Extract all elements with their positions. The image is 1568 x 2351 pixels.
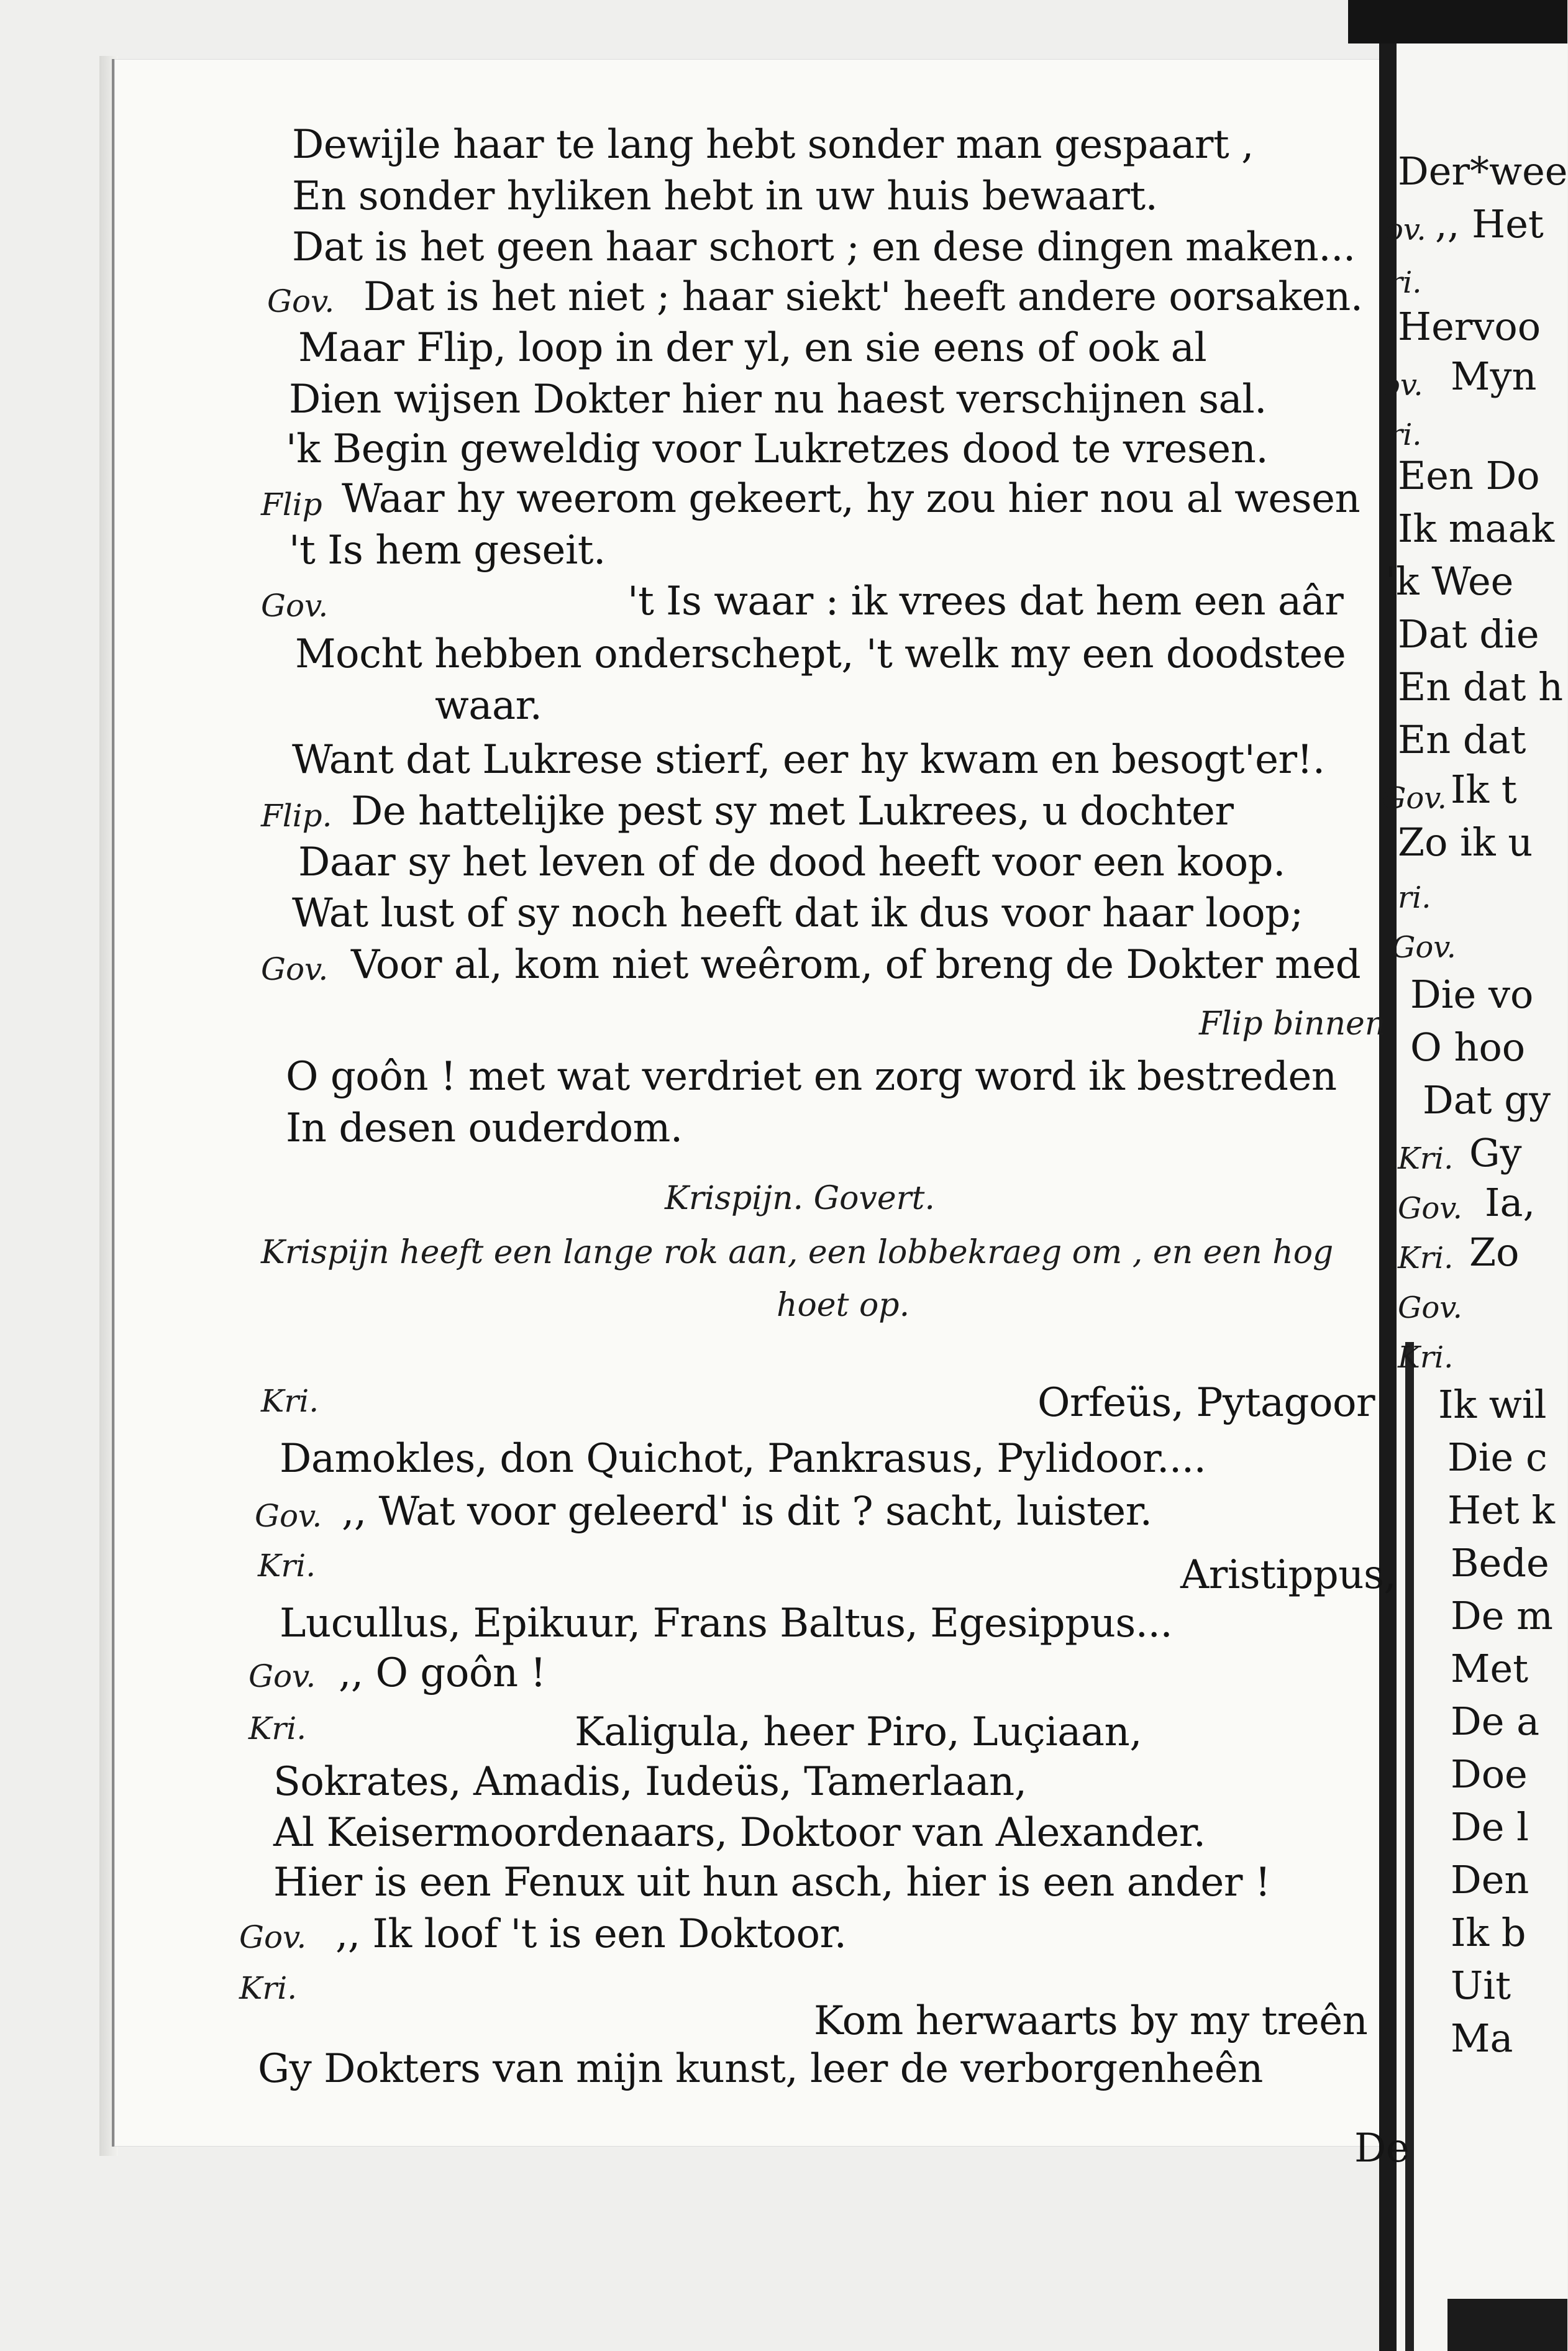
text-line: Kaligula, heer Piro, Luçiaan,	[575, 1709, 1142, 1755]
text-line: Met	[1451, 1646, 1529, 1691]
text-line: En sonder hyliken hebt in uw huis bewaart.	[292, 173, 1158, 219]
text-line: Al Keisermoordenaars, Doktoor van Alexander.	[273, 1810, 1206, 1856]
text-line: Gy Dokters van mijn kunst, leer de verborgenheên	[258, 2046, 1263, 2092]
text-line: Gy	[1469, 1130, 1522, 1176]
text-line: Het k	[1447, 1487, 1555, 1533]
text-line: Lucullus, Epikuur, Frans Baltus, Egesippus...	[280, 1600, 1173, 1646]
speaker-label: Gov.	[1392, 930, 1456, 965]
text-line: Hervoo	[1398, 304, 1541, 349]
text-line: Ik wil	[1438, 1382, 1547, 1427]
text-line: Dien wijsen Dokter hier nu haest verschijnen sal.	[289, 377, 1267, 422]
speaker-label: Kri.	[248, 1710, 307, 1746]
text-line: Myn	[1451, 354, 1537, 399]
text-line: De l	[1451, 1804, 1529, 1850]
speaker-label: Kri.	[261, 1383, 319, 1419]
speaker-label: Gov.	[255, 1498, 322, 1534]
text-line: Die vo	[1410, 972, 1534, 1017]
top-edge-shadow	[1348, 0, 1567, 43]
text-line: Ia,	[1485, 1180, 1536, 1225]
text-line: Ma	[1451, 2015, 1513, 2061]
text-line: Dewijle haar te lang hebt sonder man gespaart ,	[292, 122, 1254, 168]
speaker-label: Gov.	[1382, 781, 1447, 816]
text-line: 'k Wee	[1385, 559, 1514, 604]
text-line: Wat lust of sy noch heeft dat ik dus voor haar loop;	[292, 890, 1303, 936]
scene-heading: Krispijn. Govert.	[665, 1180, 935, 1217]
text-line: 'k Begin geweldig voor Lukretzes dood te vresen.	[286, 426, 1269, 472]
text-line: Die c	[1447, 1435, 1547, 1480]
stage-direction-exit: Flip binnen	[1199, 1005, 1386, 1043]
text-line: Dat is het geen haar schort ; en dese dingen maken...	[292, 224, 1356, 270]
text-line: ,, Het	[1435, 201, 1544, 247]
speaker-label: ri.	[1398, 880, 1431, 915]
speaker-label: Gov.	[1398, 1290, 1462, 1325]
stage-direction: Krispijn heeft een lange rok aan, een lobbekraeg om , en een hog	[261, 1234, 1334, 1271]
text-line: Aristippus,	[1180, 1552, 1397, 1598]
text-line: ,, Wat voor geleerd' is dit ? sacht, luister.	[342, 1489, 1152, 1535]
text-line: En dat	[1398, 717, 1526, 762]
stage-direction: hoet op.	[777, 1287, 910, 1324]
speaker-label: Gov.	[239, 1919, 307, 1955]
speaker-label: Flip.	[261, 798, 332, 834]
speaker-label: ri.	[1388, 265, 1422, 300]
text-line: Orfeüs, Pytagoor	[1037, 1380, 1375, 1426]
text-line: waar.	[435, 683, 542, 729]
text-line: Zo	[1469, 1230, 1520, 1275]
speaker-label: ov.	[1382, 368, 1423, 403]
text-line: O goôn ! met wat verdriet en zorg word ik bestreden	[286, 1054, 1337, 1100]
speaker-label: Gov.	[248, 1658, 316, 1694]
speaker-label: Gov.	[1398, 1191, 1462, 1226]
text-line: Mocht hebben onderschept, 't welk my een doodstee	[295, 631, 1346, 677]
text-line: Dat gy	[1423, 1077, 1551, 1123]
text-line: Want dat Lukrese stierf, eer hy kwam en besogt'er!.	[292, 737, 1325, 783]
text-line: En dat h	[1398, 664, 1564, 710]
text-line: 't Is hem geseit.	[289, 527, 606, 573]
text-line: ,, Ik loof 't is een Doktoor.	[335, 1911, 847, 1957]
text-line: Ik maak	[1398, 506, 1555, 551]
text-line: De m	[1451, 1593, 1553, 1638]
text-line: Ik t	[1451, 767, 1517, 812]
speaker-label: Kri.	[1398, 1141, 1454, 1176]
text-line: In desen ouderdom.	[286, 1105, 683, 1151]
text-line: Bede	[1451, 1540, 1549, 1586]
speaker-label: Kri.	[1398, 1340, 1454, 1375]
text-line: Dat is het niet ; haar siekt' heeft andere oorsaken.	[363, 274, 1363, 320]
text-line: Een Do	[1398, 453, 1540, 498]
speaker-label: Kri.	[239, 1970, 298, 2006]
speaker-label: Kri.	[258, 1548, 316, 1584]
text-line: Sokrates, Amadis, Iudeüs, Tamerlaan,	[273, 1759, 1027, 1805]
text-line: Damokles, don Quichot, Pankrasus, Pylidoor....	[280, 1436, 1206, 1482]
text-line: Zo ik u	[1398, 819, 1533, 865]
text-line: Der*wee	[1398, 148, 1568, 194]
text-line: O hoo	[1410, 1025, 1526, 1070]
catchword: De	[1354, 2125, 1410, 2171]
text-line: De a	[1451, 1699, 1540, 1744]
text-line: Hier is een Fenux uit hun asch, hier is een ander !	[273, 1860, 1271, 1906]
text-line: Uit	[1451, 1963, 1511, 2008]
text-line: Voor al, kom niet weêrom, of breng de Dokter med	[351, 942, 1361, 988]
facing-page-text	[1382, 43, 1568, 2351]
text-line: Doe	[1451, 1751, 1528, 1797]
text-line: De hattelijke pest sy met Lukrees, u dochter	[351, 788, 1234, 834]
speaker-label: Flip	[261, 486, 322, 523]
speaker-label: Gov.	[261, 951, 329, 987]
text-line: Daar sy het leven of de dood heeft voor een koop.	[298, 839, 1285, 885]
text-line: Maar Flip, loop in der yl, en sie eens of ook al	[298, 325, 1207, 371]
speaker-label: ov.	[1385, 212, 1426, 247]
text-line: Kom herwaarts by my treên	[814, 1998, 1368, 2044]
speaker-label: Gov.	[261, 588, 329, 624]
text-line: Den	[1451, 1857, 1529, 1902]
text-line: Dat die	[1398, 611, 1539, 657]
speaker-label: Gov.	[267, 283, 335, 319]
text-line: Waar hy weerom gekeert, hy zou hier nou al wesen	[342, 476, 1361, 522]
text-line: Ik b	[1451, 1910, 1526, 1955]
text-line: 't Is waar : ik vrees dat hem een aâr	[627, 578, 1344, 624]
speaker-label: Kri.	[1398, 1241, 1454, 1276]
speaker-label: ri.	[1388, 418, 1422, 452]
text-line: ,, O goôn !	[339, 1650, 546, 1696]
